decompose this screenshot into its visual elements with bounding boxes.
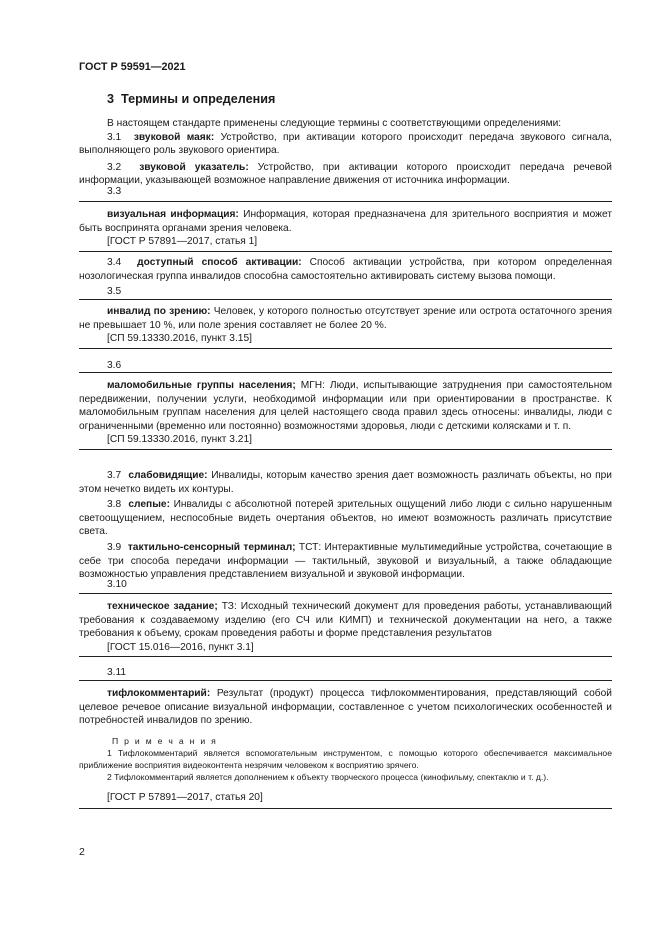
term-definition: Способ активации устройства, при котором определенная нозологическая группа инвалидов способна самостоятельно активировать систему вызова помощи.	[79, 257, 612, 282]
term-definition: Человек, у которого полностью отсутствует зрение или острота остаточного зрения не превышает 10 %, или поле зрения составляет не более 20 %.	[79, 306, 612, 331]
term-number-3-10: 3.10	[107, 579, 127, 590]
intro-text: В настоящем стандарте применены следующие термины с соответствующими определениями:	[107, 118, 562, 129]
term-number: 3.8	[107, 499, 122, 511]
notes-title: П р и м е ч а н и я	[112, 735, 218, 746]
term-box-3-11	[79, 680, 612, 809]
term-number-3-6: 3.6	[107, 360, 122, 371]
term-name: слабовидящие:	[128, 470, 208, 481]
term-number: 3.7	[107, 470, 122, 481]
term-name: слепые:	[128, 499, 170, 511]
term-number: 3.4	[107, 257, 122, 268]
term-number: 3.9	[107, 541, 122, 553]
term-definition: Устройство, при активации которого происходит передача речевой информации, указывающей возможное направление движения от источника информации.	[79, 161, 612, 187]
note-2: 2 Тифлокомментарий является дополнением к объекту творческого процесса (кинофильму, спектаклю и т. д.).	[107, 771, 549, 782]
term-3-2	[79, 161, 612, 188]
term-number-3-3: 3.3	[107, 186, 122, 197]
term-definition: Результат (продукт) процесса тифлокомментирования, представляющий собой целевое речевое описание визуальной информации, составленное с учетом психологических особенностей и потребностей инвалидов по зрению.	[79, 688, 612, 727]
page-number: 2	[79, 846, 85, 858]
term-definition: ТСТ: Интерактивные мультимедийные устройства, сочетающие в себе три способа передачи информации — тактильный, звуковой и визуальный, а также обладающие возможностью управления представлением визуальной и звуковой информации.	[79, 541, 612, 581]
term-box-3-5	[79, 299, 612, 349]
term-3-7	[79, 469, 612, 496]
term-source: [СП 59.13330.2016, пункт 3.21]	[107, 434, 252, 446]
term-name: визуальная информация:	[107, 209, 239, 220]
term-3-3	[79, 208, 612, 235]
term-name: звуковой маяк:	[133, 131, 215, 143]
term-source: [ГОСТ 15.016—2016, пункт 3.1]	[107, 641, 254, 653]
term-3-9	[79, 541, 612, 582]
term-name: инвалид по зрению:	[107, 306, 211, 317]
term-3-11	[79, 687, 612, 728]
term-name: звуковой указатель:	[139, 161, 249, 173]
term-box-3-10	[79, 593, 612, 657]
term-box-3-3	[79, 201, 612, 252]
term-3-6	[79, 379, 612, 433]
section-title: Термины и определения	[121, 92, 276, 106]
document-code: ГОСТ Р 59591—2021	[79, 61, 186, 73]
term-3-10	[79, 600, 612, 641]
term-definition: МГН: Люди, испытывающие затруднения при самостоятельном передвижении, получении услуги, необходимой информации или при ориентировании в пространстве. К маломобильным группам населения для целей настоящего свода правил здесь относены: инвалиды, люди с ограниченными (временно или постоянно) возможностями здоровья, люди с детскими колясками и т. п.	[79, 380, 613, 432]
term-name: техническое задание;	[107, 601, 218, 612]
section-number: 3	[107, 92, 115, 106]
term-definition: ТЗ: Исходный технический документ для проведения работы, устанавливающий требования к создаваемому изделию (его СЧ или КИМП) и технической документации на него, а также требования к объему, срокам проведения работы и форме представления результатов	[79, 601, 612, 640]
term-name: доступный способ активации:	[137, 257, 302, 268]
term-block-3-7-3-9	[79, 469, 612, 582]
intro-block	[79, 117, 612, 188]
term-definition: Инвалиды, которым качество зрения дает возможность различать объекты, но при этом нечетко видеть их контуры.	[79, 470, 612, 495]
term-box-3-6	[79, 372, 612, 450]
term-3-1	[79, 131, 612, 158]
section-heading	[107, 93, 275, 107]
term-number-3-11: 3.11	[107, 667, 127, 678]
term-name: тактильно-сенсорный терминал;	[127, 541, 296, 553]
note-1: 1 Тифлокомментарий является вспомогательным инструментом, с помощью которого обеспечивается максимальное приближение восприятия видеоконтента незрячим человеком к восприятию зрячего.	[79, 747, 612, 770]
term-source: [ГОСТ Р 57891—2017, статья 20]	[107, 791, 263, 803]
term-definition: Информация, которая предназначена для зрительного восприятия и может быть воспринята органами зрения человека.	[79, 209, 612, 234]
term-name: маломобильные группы населения;	[107, 380, 296, 391]
term-name: тифлокомментарий:	[107, 688, 211, 699]
term-block-3-4	[79, 256, 612, 283]
term-3-8	[79, 498, 612, 539]
term-number: 3.2	[107, 161, 122, 173]
term-source: [СП 59.13330.2016, пункт 3.15]	[107, 333, 252, 345]
term-definition: Устройство, при активации которого происходит передача звукового сигнала, выполняющего роль звукового ориентира.	[79, 131, 613, 157]
term-definition: Инвалиды с абсолютной потерей зрительных ощущений либо люди с сильно нарушенным светоощущением, неспособные видеть очертания объектов, но имеют возможность различать присутствие света.	[79, 499, 612, 538]
term-number-3-5: 3.5	[107, 286, 122, 297]
term-3-4	[79, 256, 612, 283]
term-source: [ГОСТ Р 57891—2017, статья 1]	[107, 236, 258, 248]
term-number: 3.1	[107, 131, 122, 143]
term-3-5	[79, 305, 612, 332]
